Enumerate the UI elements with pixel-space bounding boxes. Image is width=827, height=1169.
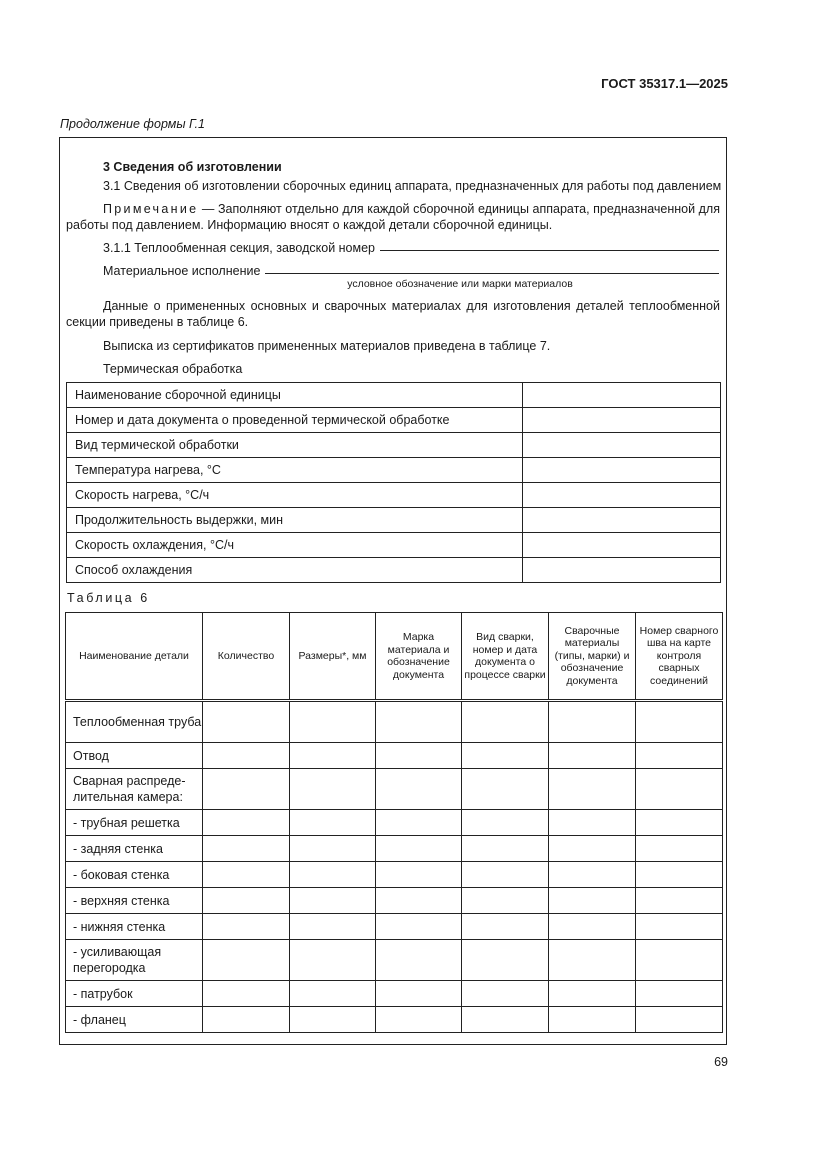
table-row xyxy=(67,558,721,583)
table-row xyxy=(66,701,723,743)
table-row xyxy=(66,1007,723,1033)
material-caption: условное обозначение или марки материалов xyxy=(347,278,573,290)
cell[interactable] xyxy=(636,810,723,836)
row-label: - задняя стенка xyxy=(66,836,203,862)
cell[interactable] xyxy=(376,862,462,888)
cell[interactable] xyxy=(290,701,376,743)
cell[interactable] xyxy=(290,810,376,836)
cell[interactable] xyxy=(376,940,462,981)
cell[interactable] xyxy=(376,836,462,862)
row-label: Продолжительность выдержки, мин xyxy=(67,508,523,533)
cell[interactable] xyxy=(549,810,636,836)
col-header: Сварочные материалы (типы, марки) и обозначение документа xyxy=(549,613,636,701)
row-label: Сварная распреде-лительная камера: xyxy=(66,769,203,810)
row-label: Теплообменная труба xyxy=(66,701,203,743)
cell[interactable] xyxy=(636,1007,723,1033)
cell[interactable] xyxy=(290,940,376,981)
heat-treatment-table xyxy=(66,382,721,583)
material-line[interactable] xyxy=(265,273,719,274)
row-label: - верхняя стенка xyxy=(66,888,203,914)
col-header: Вид сварки, номер и дата документа о процессе сварки xyxy=(462,613,549,701)
table-row xyxy=(67,408,721,433)
cell[interactable] xyxy=(462,1007,549,1033)
note-label: Примечание xyxy=(103,202,199,216)
table-row xyxy=(67,483,721,508)
cell[interactable] xyxy=(203,743,290,769)
cell[interactable] xyxy=(636,862,723,888)
standard-number: ГОСТ 35317.1—2025 xyxy=(601,76,728,91)
serial-number-line[interactable] xyxy=(380,250,719,251)
row-label: - боковая стенка xyxy=(66,862,203,888)
cell[interactable] xyxy=(376,701,462,743)
cell[interactable] xyxy=(636,914,723,940)
table-row xyxy=(67,533,721,558)
table-row xyxy=(66,862,723,888)
cell[interactable] xyxy=(290,1007,376,1033)
materials-paragraph: Данные о примененных основных и сварочных материалах для изготовления деталей теплообменной секции приведены в таблице 6. xyxy=(66,299,720,329)
row-label: - патрубок xyxy=(66,981,203,1007)
table-row xyxy=(67,433,721,458)
table-row xyxy=(66,940,723,981)
cell[interactable] xyxy=(376,981,462,1007)
cell[interactable] xyxy=(290,914,376,940)
cell[interactable] xyxy=(636,888,723,914)
note-text: — Заполняют отдельно для каждой сборочной единицы аппарата, предназначенной для работы под давлением. Информацию вносят о каждой детали сборочной единицы. xyxy=(66,202,720,232)
table-row xyxy=(67,508,721,533)
cell[interactable] xyxy=(462,888,549,914)
table-row xyxy=(66,888,723,914)
cell[interactable] xyxy=(549,836,636,862)
cell[interactable] xyxy=(203,940,290,981)
cell[interactable] xyxy=(376,810,462,836)
cell[interactable] xyxy=(290,836,376,862)
cell[interactable] xyxy=(462,743,549,769)
table-row xyxy=(66,743,723,769)
cell[interactable] xyxy=(376,914,462,940)
table-header-row xyxy=(66,613,723,701)
row-label: Способ охлаждения xyxy=(67,558,523,583)
value-cell[interactable] xyxy=(523,408,721,433)
value-cell[interactable] xyxy=(523,383,721,408)
table6-caption: Таблица 6 xyxy=(67,591,150,605)
cell[interactable] xyxy=(462,810,549,836)
cell[interactable] xyxy=(290,769,376,810)
row-label: Вид термической обработки xyxy=(67,433,523,458)
value-cell[interactable] xyxy=(523,533,721,558)
col-header: Размеры*, мм xyxy=(290,613,376,701)
heat-treatment-heading: Термическая обработка xyxy=(103,362,243,376)
table-row xyxy=(66,769,723,810)
cell[interactable] xyxy=(549,862,636,888)
table-row xyxy=(66,914,723,940)
value-cell[interactable] xyxy=(523,558,721,583)
cell[interactable] xyxy=(376,743,462,769)
cell[interactable] xyxy=(636,701,723,743)
row-label: - нижняя стенка xyxy=(66,914,203,940)
cell[interactable] xyxy=(203,810,290,836)
col-header: Номер сварного шва на карте контроля сварных соединений xyxy=(636,613,723,701)
cell[interactable] xyxy=(549,981,636,1007)
value-cell[interactable] xyxy=(523,433,721,458)
cell[interactable] xyxy=(462,940,549,981)
cell[interactable] xyxy=(203,888,290,914)
cell[interactable] xyxy=(462,836,549,862)
cell[interactable] xyxy=(462,914,549,940)
value-cell[interactable] xyxy=(523,508,721,533)
cell[interactable] xyxy=(549,769,636,810)
cell[interactable] xyxy=(549,1007,636,1033)
table-row xyxy=(66,981,723,1007)
section-subtitle: 3.1 Сведения об изготовлении сборочных единиц аппарата, предназначенных для работы под давлением xyxy=(103,179,722,193)
row-label: - усиливающая перегородка xyxy=(66,940,203,981)
table-row xyxy=(67,383,721,408)
cell[interactable] xyxy=(462,981,549,1007)
cell[interactable] xyxy=(290,888,376,914)
col-header: Марка материала и обозначение документа xyxy=(376,613,462,701)
cell[interactable] xyxy=(203,914,290,940)
cell[interactable] xyxy=(636,769,723,810)
material-label: Материальное исполнение xyxy=(103,264,261,278)
value-cell[interactable] xyxy=(523,483,721,508)
cell[interactable] xyxy=(290,862,376,888)
cell[interactable] xyxy=(203,981,290,1007)
cell[interactable] xyxy=(549,940,636,981)
row-label: Наименование сборочной единицы xyxy=(67,383,523,408)
row-label: Отвод xyxy=(66,743,203,769)
cell[interactable] xyxy=(376,888,462,914)
row-label: Скорость нагрева, °С/ч xyxy=(67,483,523,508)
cell[interactable] xyxy=(203,1007,290,1033)
cell[interactable] xyxy=(636,940,723,981)
row-label: - трубная решетка xyxy=(66,810,203,836)
serial-number-label: 3.1.1 Теплообменная секция, заводской номер xyxy=(103,241,375,255)
note-paragraph xyxy=(66,201,720,233)
cell[interactable] xyxy=(203,862,290,888)
cell[interactable] xyxy=(636,981,723,1007)
certificates-paragraph: Выписка из сертификатов примененных материалов приведена в таблице 7. xyxy=(103,339,551,353)
cell[interactable] xyxy=(376,769,462,810)
cell[interactable] xyxy=(290,743,376,769)
col-header: Наименование детали xyxy=(66,613,203,701)
cell[interactable] xyxy=(376,1007,462,1033)
cell[interactable] xyxy=(549,701,636,743)
value-cell[interactable] xyxy=(523,458,721,483)
cell[interactable] xyxy=(549,888,636,914)
cell[interactable] xyxy=(203,701,290,743)
table-row xyxy=(66,810,723,836)
cell[interactable] xyxy=(203,769,290,810)
cell[interactable] xyxy=(636,743,723,769)
row-label: Температура нагрева, °С xyxy=(67,458,523,483)
cell[interactable] xyxy=(462,701,549,743)
cell[interactable] xyxy=(462,862,549,888)
cell[interactable] xyxy=(549,914,636,940)
table6 xyxy=(65,612,723,1033)
table-row xyxy=(67,458,721,483)
row-label: Номер и дата документа о проведенной термической обработке xyxy=(67,408,523,433)
cell[interactable] xyxy=(549,743,636,769)
cell[interactable] xyxy=(462,769,549,810)
page-number: 69 xyxy=(714,1055,728,1069)
section-title: 3 Сведения об изготовлении xyxy=(103,160,282,174)
col-header: Количество xyxy=(203,613,290,701)
cell[interactable] xyxy=(636,836,723,862)
row-label: - фланец xyxy=(66,1007,203,1033)
cell[interactable] xyxy=(203,836,290,862)
continuation-label: Продолжение формы Г.1 xyxy=(60,117,205,131)
cell[interactable] xyxy=(290,981,376,1007)
table-row xyxy=(66,836,723,862)
row-label: Скорость охлаждения, °С/ч xyxy=(67,533,523,558)
